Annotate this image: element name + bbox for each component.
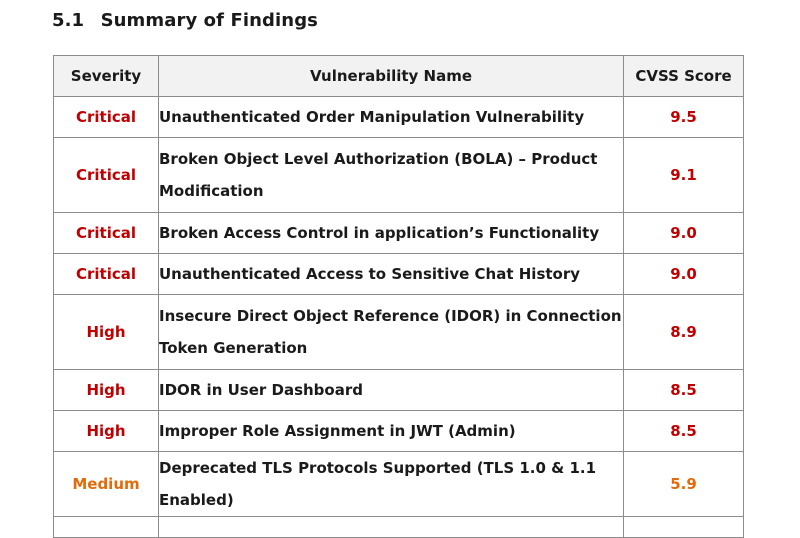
cvss-score-cell: 5.9 — [624, 452, 744, 517]
table-row — [54, 295, 744, 370]
table-row — [54, 254, 744, 295]
severity-header: Severity — [54, 56, 159, 97]
cvss-score-cell: 9.5 — [624, 97, 744, 138]
severity-cell: High — [54, 295, 159, 370]
cvss-score-header: CVSS Score — [624, 56, 744, 97]
cvss-score-cell-empty — [624, 517, 744, 538]
vulnerability-name-cell: IDOR in User Dashboard — [159, 370, 624, 411]
table-row — [54, 370, 744, 411]
table-row-partial — [54, 517, 744, 538]
severity-cell: Critical — [54, 97, 159, 138]
table-row — [54, 97, 744, 138]
vulnerability-name-cell: Improper Role Assignment in JWT (Admin) — [159, 411, 624, 452]
cvss-score-cell: 8.5 — [624, 370, 744, 411]
cvss-score-cell: 9.0 — [624, 254, 744, 295]
severity-cell-empty — [54, 517, 159, 538]
severity-cell: Critical — [54, 213, 159, 254]
vulnerability-name-cell: Deprecated TLS Protocols Supported (TLS 1.0 & 1.1 Enabled) — [159, 452, 624, 517]
severity-cell: Critical — [54, 254, 159, 295]
cvss-score-cell: 9.1 — [624, 138, 744, 213]
section-number: 5.1 — [52, 10, 85, 31]
vulnerability-name-cell: Unauthenticated Access to Sensitive Chat History — [159, 254, 624, 295]
vulnerability-name-cell-empty — [159, 517, 624, 538]
table-row — [54, 213, 744, 254]
vulnerability-name-cell: Broken Object Level Authorization (BOLA) – Product Modification — [159, 138, 624, 213]
section-heading — [52, 10, 318, 31]
severity-cell: Critical — [54, 138, 159, 213]
vulnerability-name-cell: Insecure Direct Object Reference (IDOR) in Connection Token Generation — [159, 295, 624, 370]
vulnerability-name-cell: Unauthenticated Order Manipulation Vulnerability — [159, 97, 624, 138]
cvss-score-cell: 8.5 — [624, 411, 744, 452]
cvss-score-cell: 9.0 — [624, 213, 744, 254]
section-title: Summary of Findings — [100, 10, 318, 31]
table-row — [54, 138, 744, 213]
table-row — [54, 411, 744, 452]
findings-table — [53, 55, 744, 538]
cvss-score-cell: 8.9 — [624, 295, 744, 370]
vulnerability-name-cell: Broken Access Control in application’s Functionality — [159, 213, 624, 254]
severity-cell: Medium — [54, 452, 159, 517]
vulnerability-name-header: Vulnerability Name — [159, 56, 624, 97]
severity-cell: High — [54, 411, 159, 452]
table-row — [54, 452, 744, 517]
severity-cell: High — [54, 370, 159, 411]
table-header-row — [54, 56, 744, 97]
